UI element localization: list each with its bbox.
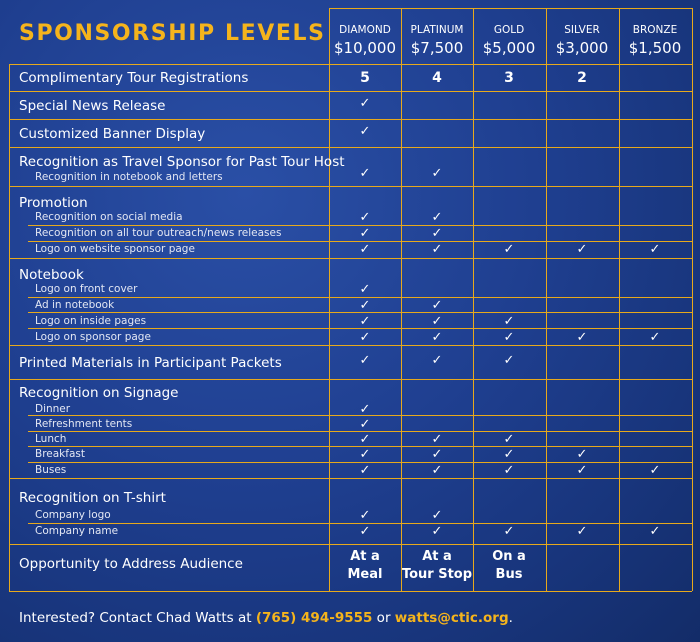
section-label: Recognition as Travel Sponsor for Past Tour Host bbox=[19, 154, 345, 170]
level-name-diamond: DIAMOND bbox=[339, 24, 391, 36]
section-label: Recognition on Signage bbox=[19, 385, 179, 401]
check-icon: ✓ bbox=[576, 524, 588, 539]
check-icon: ✓ bbox=[359, 402, 371, 417]
phone-number[interactable]: (765) 494-9555 bbox=[255, 610, 373, 626]
check-icon: ✓ bbox=[359, 463, 371, 478]
check-icon: ✓ bbox=[359, 508, 371, 523]
column-divider bbox=[473, 8, 474, 591]
check-icon: ✓ bbox=[503, 314, 515, 329]
row-divider bbox=[9, 147, 692, 148]
row-divider bbox=[9, 258, 692, 259]
section-label: Recognition on T-shirt bbox=[19, 490, 166, 506]
check-icon: ✓ bbox=[503, 524, 515, 539]
check-icon: ✓ bbox=[359, 298, 371, 313]
table-border-left bbox=[9, 64, 10, 591]
item-label: Logo on front cover bbox=[35, 283, 138, 295]
check-icon: ✓ bbox=[431, 298, 443, 313]
row-divider bbox=[9, 91, 692, 92]
item-label: Breakfast bbox=[35, 448, 85, 460]
check-icon: ✓ bbox=[576, 330, 588, 345]
check-icon: ✓ bbox=[431, 166, 443, 181]
check-icon: ✓ bbox=[431, 330, 443, 345]
row-divider bbox=[9, 478, 692, 479]
registration-count: 4 bbox=[432, 70, 442, 86]
email-link[interactable]: watts@ctic.org bbox=[394, 610, 509, 626]
item-label: Recognition on social media bbox=[35, 211, 183, 223]
level-name-bronze: BRONZE bbox=[632, 24, 678, 36]
registration-count: 2 bbox=[577, 70, 587, 86]
check-icon: ✓ bbox=[431, 314, 443, 329]
check-icon: ✓ bbox=[431, 353, 443, 368]
check-icon: ✓ bbox=[431, 508, 443, 523]
footer-suffix: . bbox=[508, 610, 513, 626]
check-icon: ✓ bbox=[649, 242, 661, 257]
check-icon: ✓ bbox=[359, 210, 371, 225]
level-price-platinum: $7,500 bbox=[410, 39, 464, 57]
check-icon: ✓ bbox=[649, 463, 661, 478]
registration-count: 3 bbox=[504, 70, 514, 86]
check-icon: ✓ bbox=[431, 210, 443, 225]
column-divider bbox=[546, 8, 547, 591]
check-icon: ✓ bbox=[431, 242, 443, 257]
check-icon: ✓ bbox=[431, 226, 443, 241]
item-label: Ad in notebook bbox=[35, 299, 115, 311]
check-icon: ✓ bbox=[359, 524, 371, 539]
check-icon: ✓ bbox=[359, 417, 371, 432]
item-label: Logo on website sponsor page bbox=[35, 243, 195, 255]
level-price-bronze: $1,500 bbox=[628, 39, 682, 57]
item-label: Recognition on all tour outreach/news releases bbox=[35, 227, 282, 239]
contact-footer bbox=[19, 610, 513, 626]
item-label: Dinner bbox=[35, 403, 71, 415]
check-icon: ✓ bbox=[359, 314, 371, 329]
item-label: Refreshment tents bbox=[35, 418, 133, 430]
check-icon: ✓ bbox=[359, 282, 371, 297]
check-icon: ✓ bbox=[576, 242, 588, 257]
level-name-silver: SILVER bbox=[564, 24, 600, 36]
row-divider bbox=[9, 345, 692, 346]
check-icon: ✓ bbox=[649, 330, 661, 345]
level-price-gold: $5,000 bbox=[482, 39, 536, 57]
check-icon: ✓ bbox=[359, 226, 371, 241]
section-label: Promotion bbox=[19, 195, 88, 211]
item-label: Lunch bbox=[35, 433, 67, 445]
section-label: Special News Release bbox=[19, 98, 166, 114]
level-price-diamond: $10,000 bbox=[333, 39, 397, 57]
item-label: Buses bbox=[35, 464, 67, 476]
check-icon: ✓ bbox=[431, 447, 443, 462]
check-icon: ✓ bbox=[359, 447, 371, 462]
opportunity-value: At a Meal bbox=[347, 549, 383, 582]
check-icon: ✓ bbox=[359, 166, 371, 181]
item-label: Recognition in notebook and letters bbox=[35, 171, 223, 183]
opportunity-value: On a Bus bbox=[492, 549, 526, 582]
row-divider bbox=[9, 186, 692, 187]
check-icon: ✓ bbox=[503, 432, 515, 447]
item-label: Logo on inside pages bbox=[35, 315, 147, 327]
item-label: Logo on sponsor page bbox=[35, 331, 151, 343]
check-icon: ✓ bbox=[503, 330, 515, 345]
check-icon: ✓ bbox=[431, 524, 443, 539]
check-icon: ✓ bbox=[359, 96, 371, 111]
column-divider bbox=[692, 8, 693, 591]
footer-middle: or bbox=[372, 610, 395, 626]
level-name-gold: GOLD bbox=[493, 24, 525, 36]
item-label: Company logo bbox=[35, 509, 111, 521]
opportunity-value: At a Tour Stop bbox=[401, 549, 473, 582]
check-icon: ✓ bbox=[431, 432, 443, 447]
check-icon: ✓ bbox=[359, 242, 371, 257]
check-icon: ✓ bbox=[431, 463, 443, 478]
check-icon: ✓ bbox=[359, 330, 371, 345]
check-icon: ✓ bbox=[503, 463, 515, 478]
column-divider bbox=[619, 8, 620, 591]
row-divider bbox=[9, 64, 692, 65]
row-divider bbox=[329, 8, 692, 9]
check-icon: ✓ bbox=[576, 447, 588, 462]
section-label: Printed Materials in Participant Packets bbox=[19, 355, 282, 371]
footer-prefix: Interested? Contact Chad Watts at bbox=[19, 610, 256, 626]
level-price-silver: $3,000 bbox=[555, 39, 609, 57]
check-icon: ✓ bbox=[359, 353, 371, 368]
section-label: Complimentary Tour Registrations bbox=[19, 70, 249, 86]
check-icon: ✓ bbox=[503, 447, 515, 462]
page-title: SPONSORSHIP LEVELS bbox=[19, 21, 326, 46]
section-label: Opportunity to Address Audience bbox=[19, 556, 243, 572]
row-divider bbox=[9, 544, 692, 545]
row-divider bbox=[9, 379, 692, 380]
check-icon: ✓ bbox=[359, 432, 371, 447]
check-icon: ✓ bbox=[503, 242, 515, 257]
section-label: Customized Banner Display bbox=[19, 126, 206, 142]
check-icon: ✓ bbox=[649, 524, 661, 539]
row-divider bbox=[9, 119, 692, 120]
section-label: Notebook bbox=[19, 267, 84, 283]
check-icon: ✓ bbox=[503, 353, 515, 368]
check-icon: ✓ bbox=[359, 124, 371, 139]
row-divider bbox=[9, 591, 692, 592]
level-name-platinum: PLATINUM bbox=[410, 24, 464, 36]
registration-count: 5 bbox=[360, 70, 370, 86]
item-label: Company name bbox=[35, 525, 119, 537]
check-icon: ✓ bbox=[576, 463, 588, 478]
